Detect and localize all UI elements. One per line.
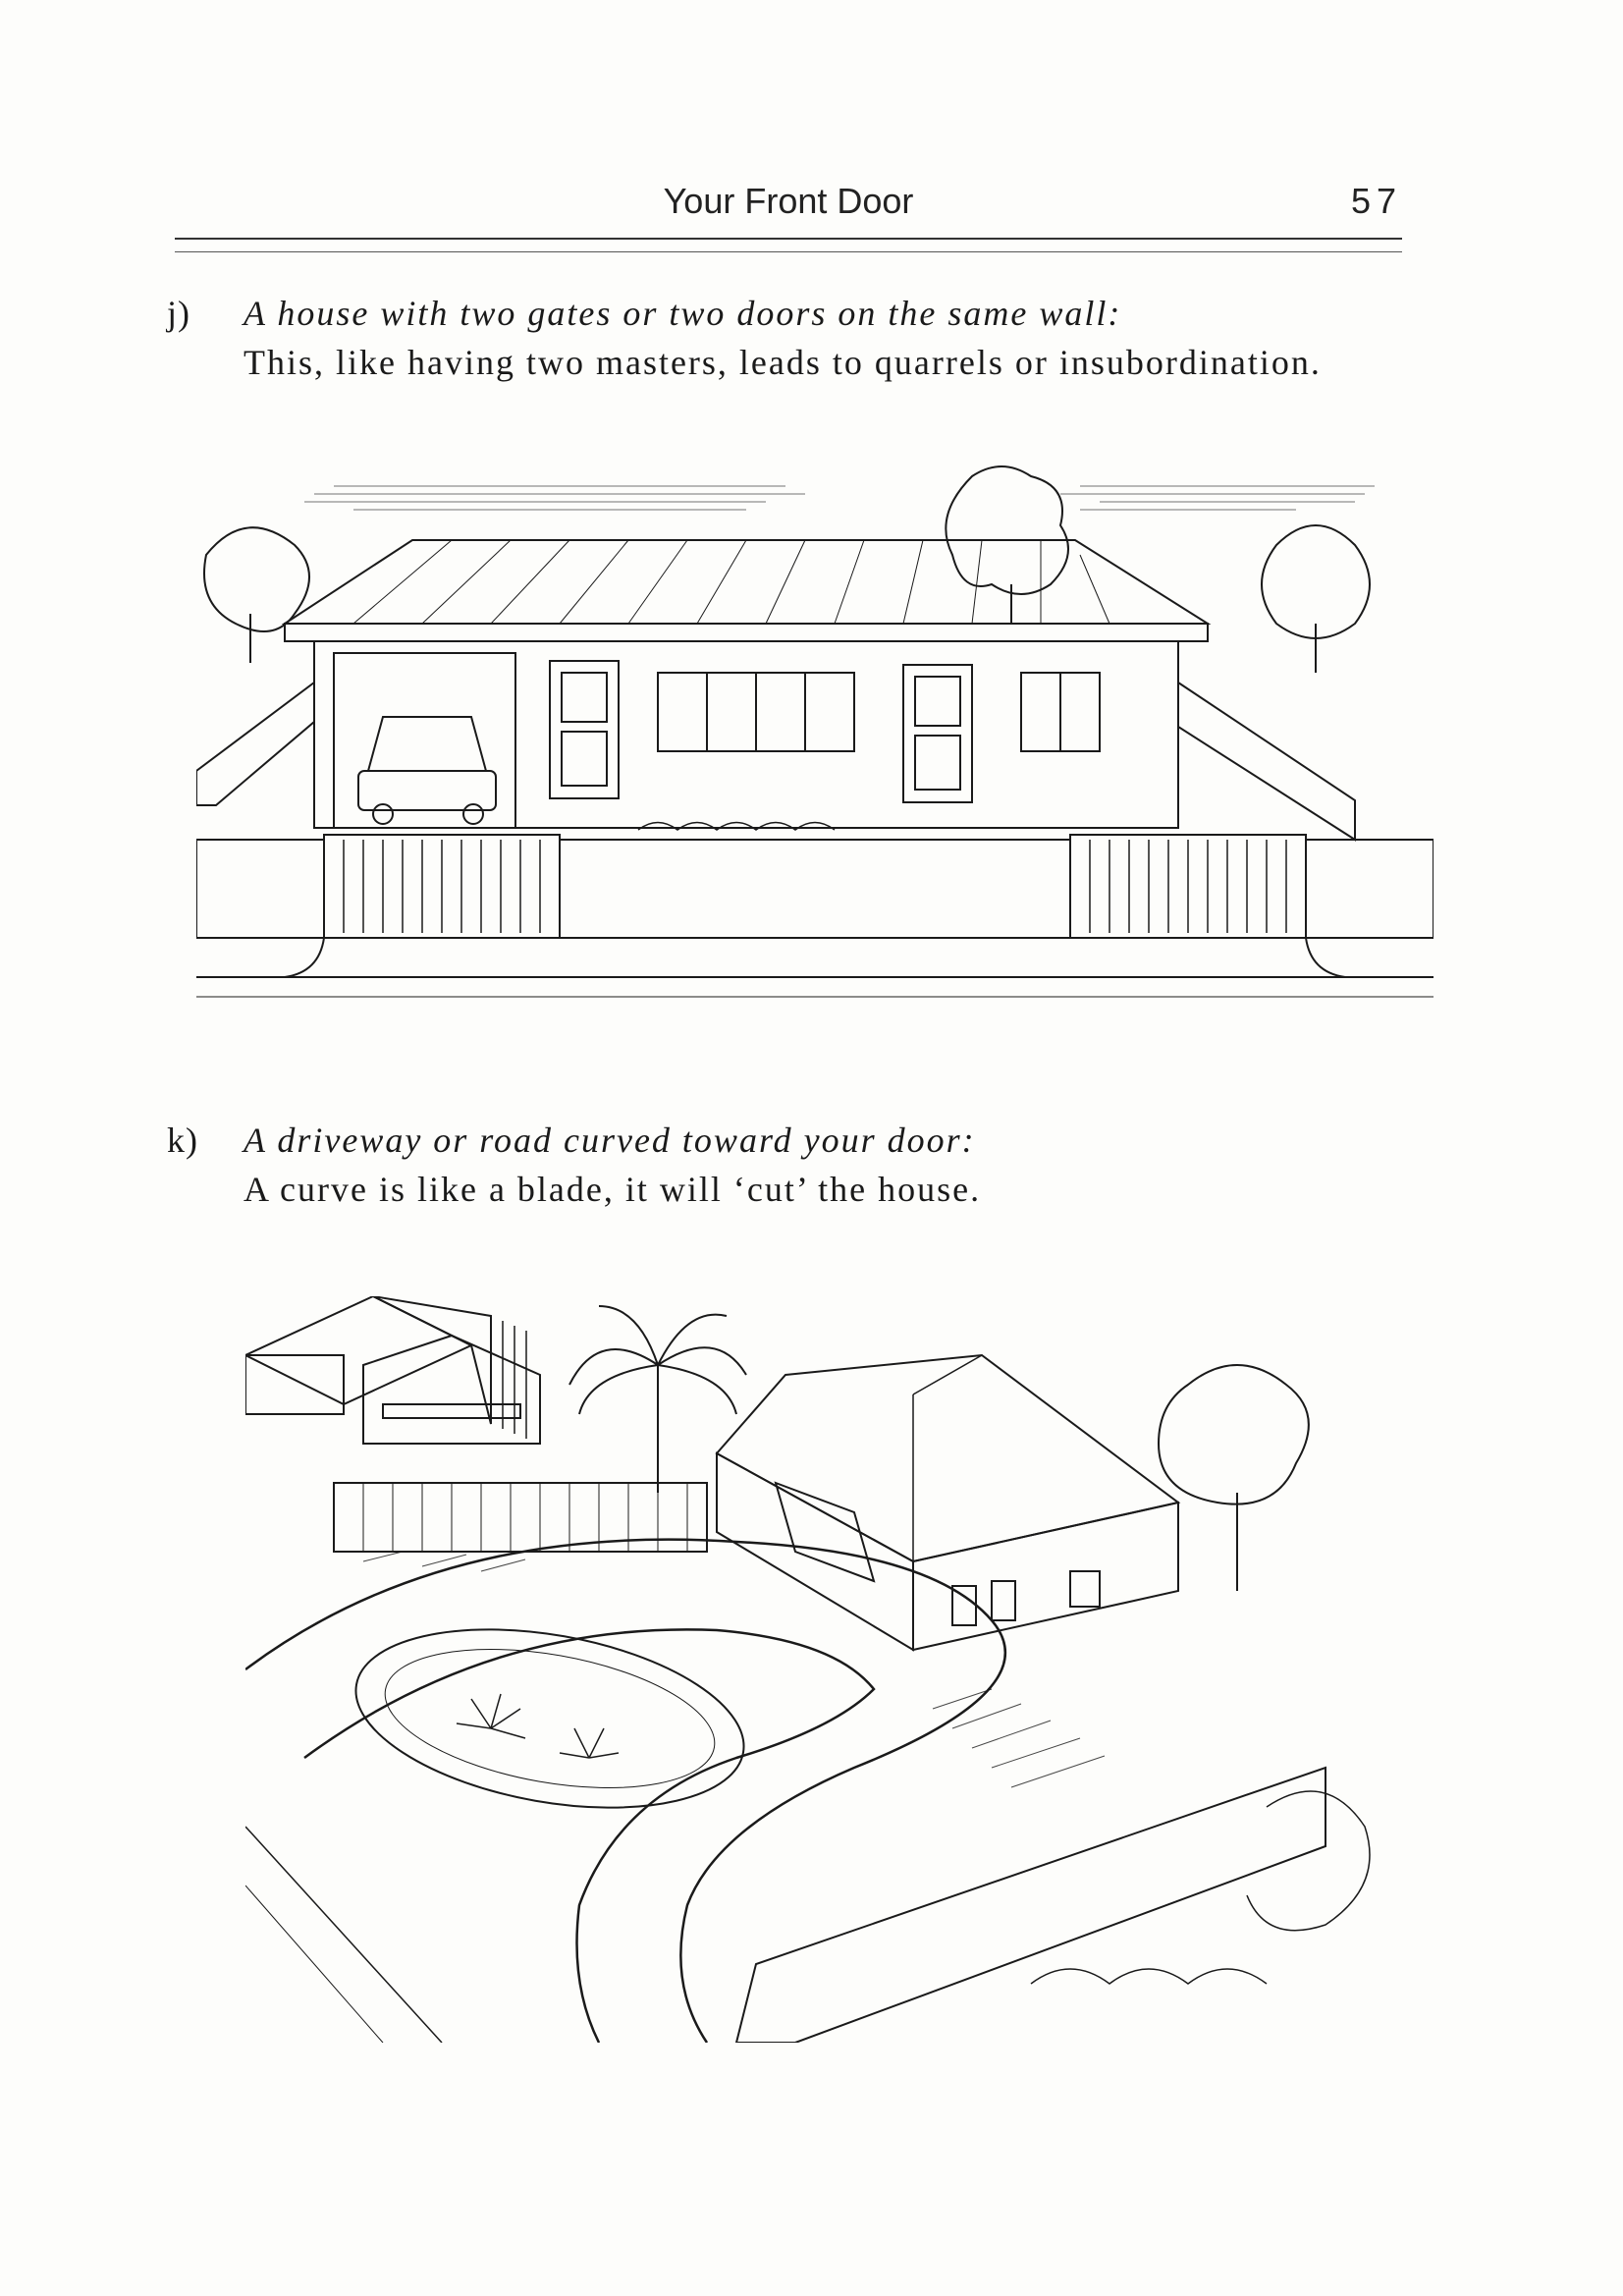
item-label: j)	[167, 294, 190, 333]
illustration-curved-driveway	[245, 1296, 1394, 2043]
header-title: Your Front Door	[663, 181, 914, 221]
illustration-two-gates-house	[196, 447, 1434, 1056]
page-number: 57	[1350, 181, 1402, 221]
header-rule-thin	[175, 251, 1402, 252]
running-header	[175, 177, 1402, 226]
item-body: A curve is like a blade, it will ‘cut’ the house.	[243, 1170, 982, 1209]
item-heading: A driveway or road curved toward your door:	[243, 1121, 976, 1160]
item-body: This, like having two masters, leads to quarrels or insubordination.	[243, 343, 1322, 382]
item-label: k)	[167, 1121, 198, 1160]
header-rule-thick	[175, 238, 1402, 240]
item-heading: A house with two gates or two doors on the same wall:	[243, 294, 1122, 333]
